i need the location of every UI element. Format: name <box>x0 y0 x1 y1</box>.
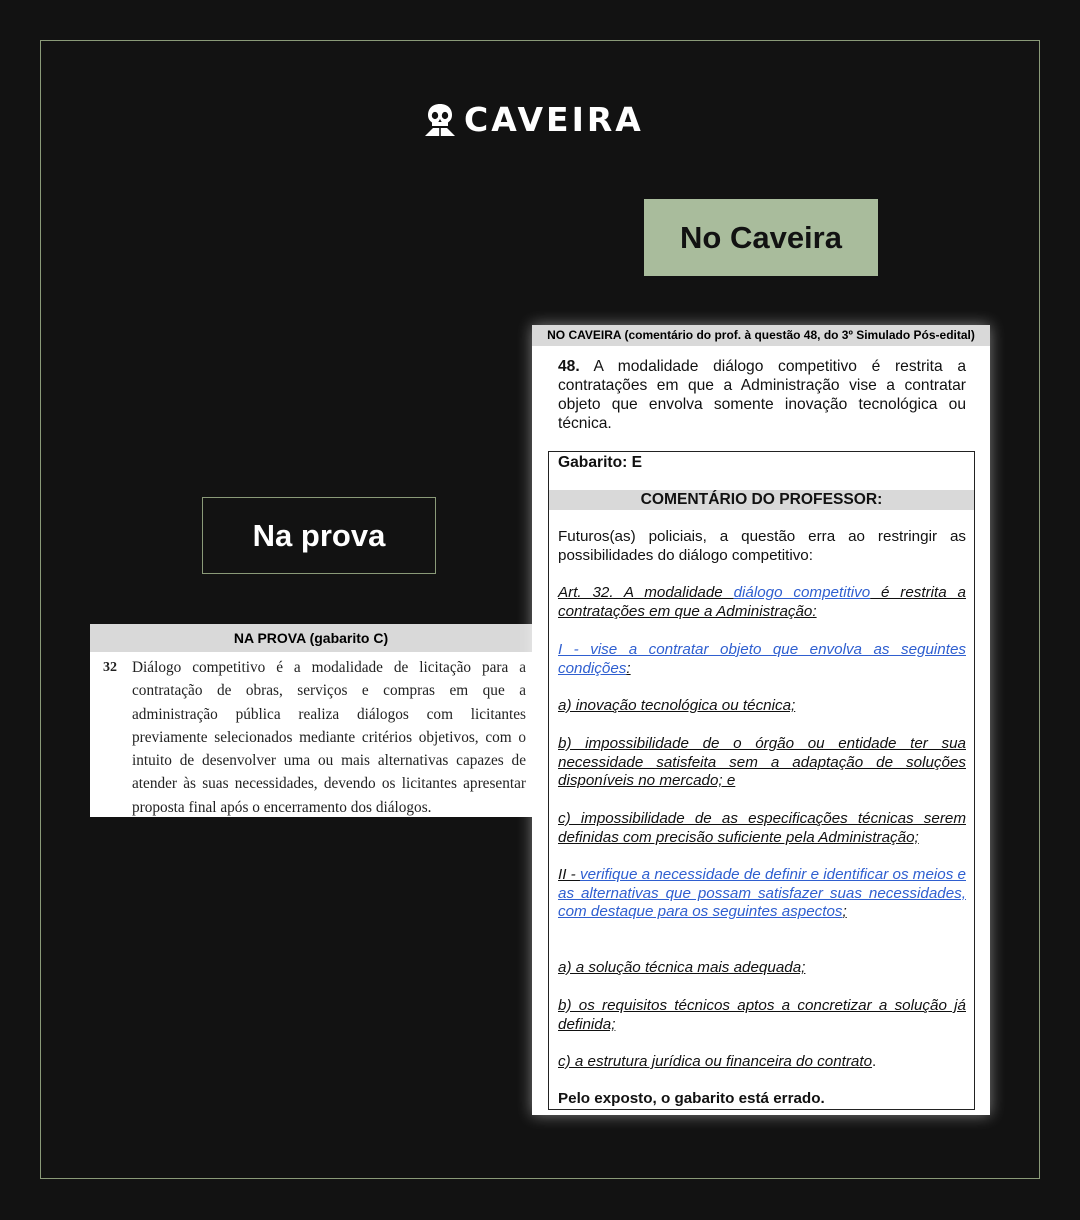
na-prova-header: NA PROVA (gabarito C) <box>90 624 532 652</box>
no-caveira-button[interactable]: No Caveira <box>644 199 878 276</box>
law-item-iic <box>558 1053 966 1072</box>
question-number: 48. <box>558 358 580 375</box>
law-item-i <box>558 641 966 678</box>
na-prova-panel <box>90 624 532 817</box>
na-prova-question-number: 32 <box>103 660 117 675</box>
no-caveira-header: NO CAVEIRA (comentário do prof. à questão 48, do 3º Simulado Pós-edital) <box>532 325 990 346</box>
law-item-iic-text: c) a estrutura jurídica ou financeira do contrato <box>558 1053 873 1070</box>
brand-logo <box>424 100 644 140</box>
law-item-iib: b) os requisitos técnicos aptos a concretizar a solução já definida; <box>558 997 966 1033</box>
law-item-ii <box>558 866 966 922</box>
brand-name: CAVEIRA <box>464 100 644 139</box>
law-item-ic: c) impossibilidade de as especificações técnicas serem definidas com precisão suficiente pela Administração; <box>558 810 966 846</box>
law-item-ia: a) inovação tecnológica ou técnica; <box>558 697 796 714</box>
question-text: A modalidade diálogo competitivo é restrita a contratações em que a Administração vise a contratar objeto que envolva somente inovação tecnológica ou técnica. <box>558 358 966 432</box>
answer-box <box>548 451 975 1110</box>
law-item-i-suffix: : <box>626 659 631 677</box>
law-article-end: é restrita a contratações em que a Administração: <box>558 584 966 620</box>
conclusion: Pelo exposto, o gabarito está errado. <box>558 1090 825 1107</box>
skull-icon <box>424 103 456 137</box>
na-prova-question <box>90 652 532 819</box>
law-item-i-text: vise a contratar objeto que envolva as seguintes condições <box>558 641 966 677</box>
law-article <box>558 584 966 621</box>
law-item-i-prefix: I - <box>558 641 591 658</box>
comment-intro: Futuros(as) policiais, a questão erra ao restringir as possibilidades do diálogo competitivo: <box>558 528 966 564</box>
no-caveira-question <box>532 346 990 433</box>
no-caveira-panel <box>532 325 990 1115</box>
law-item-ii-text: verifique a necessidade de definir e identificar os meios e as alternativas que possam satisfazer suas necessidades, com destaque para os seguintes aspectos <box>558 866 966 921</box>
law-item-iic-end: . <box>872 1053 877 1070</box>
law-item-ii-suffix: ; <box>842 903 847 921</box>
comment-title: COMENTÁRIO DO PROFESSOR: <box>549 490 974 510</box>
gabarito-label: Gabarito: E <box>558 454 643 471</box>
law-item-ib: b) impossibilidade de o órgão ou entidade ter sua necessidade satisfeita sem a adaptação de soluções disponíveis no mercado; e <box>558 735 966 790</box>
law-item-ii-prefix: II - <box>558 866 580 883</box>
na-prova-question-text: Diálogo competitivo é a modalidade de licitação para a contratação de obras, serviços e compras em que a administração pública realiza diálogos com licitantes previamente selecionados mediante critérios objetivos, com o intuito de desenvolver uma ou mais alternativas capazes de atender às suas necessidades, devendo os licitantes apresentar proposta final após o encerramento dos diálogos. <box>132 659 526 816</box>
na-prova-button[interactable]: Na prova <box>202 497 436 574</box>
law-term-link: diálogo competitivo <box>733 584 871 601</box>
law-item-iia: a) a solução técnica mais adequada; <box>558 959 806 976</box>
law-article-start: Art. 32. A modalidade <box>558 584 734 601</box>
